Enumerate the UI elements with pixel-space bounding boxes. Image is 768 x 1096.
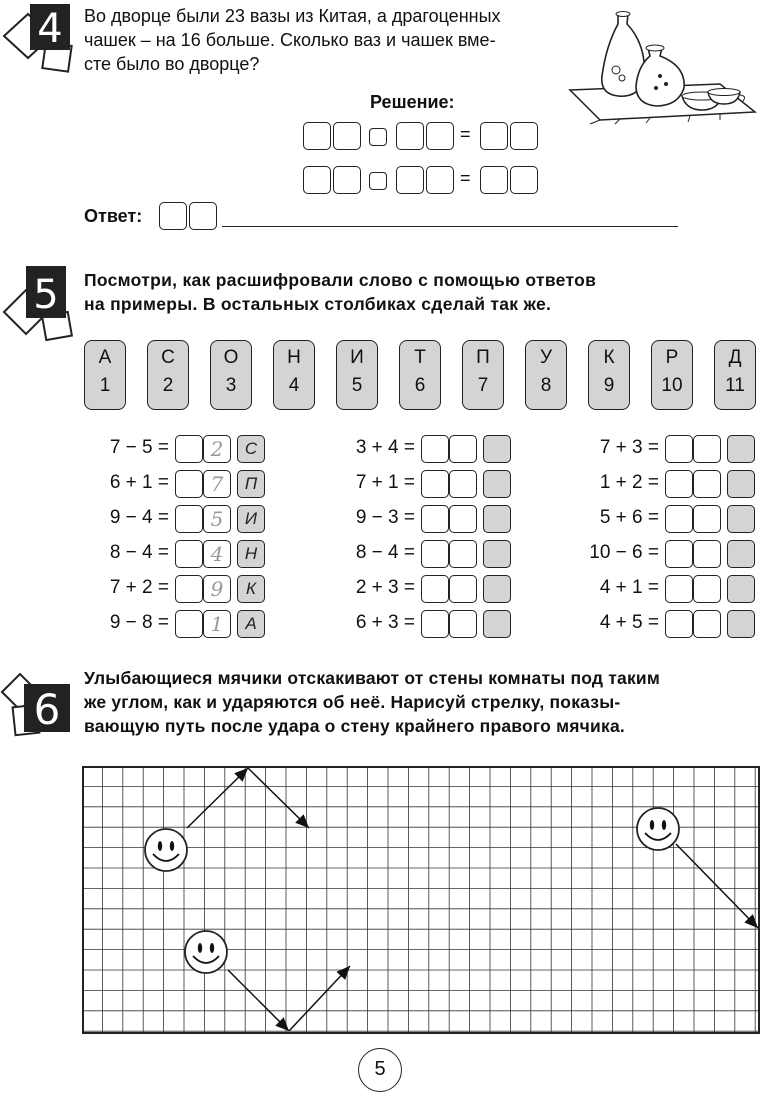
key-number: 7 [477, 375, 489, 396]
answer-cell[interactable] [665, 610, 693, 638]
example-expression: 10 − 6 = [589, 542, 659, 563]
answer-box[interactable] [159, 202, 187, 230]
answer-box[interactable] [303, 166, 331, 194]
example-expression: 7 − 5 = [109, 437, 169, 458]
example-expression: 6 + 1 = [109, 472, 169, 493]
answer-cell[interactable]: 5 [203, 505, 231, 533]
task-5-badge [0, 262, 80, 342]
answer-box[interactable] [510, 166, 538, 194]
example-expression: 4 + 1 = [599, 577, 659, 598]
key-letter: О [223, 347, 239, 368]
answer-cell[interactable]: 9 [203, 575, 231, 603]
example-expression: 7 + 1 = [355, 472, 415, 493]
answer-cell[interactable]: 7 [203, 470, 231, 498]
letter-cell[interactable] [483, 540, 511, 568]
answer-cell[interactable] [665, 470, 693, 498]
answer-cell[interactable] [449, 435, 477, 463]
arrow [187, 768, 248, 828]
answer-box[interactable] [480, 166, 508, 194]
grid-lines [83, 767, 759, 1033]
answer-box[interactable] [396, 166, 424, 194]
task-5-line-2: на примеры. В остальных столбиках сделай так же. [84, 294, 552, 314]
smiley-ball [637, 808, 679, 850]
answer-cell[interactable] [421, 540, 449, 568]
answer-cell[interactable] [449, 575, 477, 603]
key-card-7 [462, 340, 504, 410]
answer-cell[interactable] [421, 470, 449, 498]
task-6-line-2: же углом, как и ударяются об неё. Нарисуй стрелку, показы- [84, 692, 621, 712]
key-card-2 [147, 340, 189, 410]
key-number: 10 [661, 375, 683, 396]
letter-cell[interactable]: К [237, 575, 265, 603]
key-letter: Д [728, 347, 742, 368]
answer-cell[interactable] [693, 540, 721, 568]
answer-cell[interactable] [421, 610, 449, 638]
answer-cell[interactable]: 4 [203, 540, 231, 568]
example-expression: 7 + 3 = [599, 437, 659, 458]
task-4-line-2: чашек – на 16 больше. Сколько ваз и чашек вме- [84, 30, 496, 50]
key-number: 1 [99, 375, 111, 396]
key-card-9 [588, 340, 630, 410]
key-number: 8 [540, 375, 552, 396]
example-expression: 4 + 5 = [599, 612, 659, 633]
answer-cell[interactable] [449, 470, 477, 498]
smiley-ball [145, 829, 187, 871]
solution-label: Решение: [370, 92, 455, 112]
answer-box[interactable] [510, 122, 538, 150]
answer-cell[interactable] [175, 505, 203, 533]
key-number: 9 [603, 375, 615, 396]
arrow [289, 966, 350, 1031]
example-expression: 1 + 2 = [599, 472, 659, 493]
key-letter: Т [414, 347, 426, 368]
answer-cell[interactable] [693, 610, 721, 638]
bounce-grid[interactable] [82, 766, 762, 1036]
letter-cell[interactable]: С [237, 435, 265, 463]
answer-box[interactable] [426, 122, 454, 150]
answer-cell[interactable] [175, 575, 203, 603]
task-4-line-1: Во дворце были 23 вазы из Китая, а драгоценных [84, 6, 501, 26]
arrow [248, 768, 309, 828]
key-number: 2 [162, 375, 174, 396]
answer-line[interactable] [222, 226, 678, 227]
key-card-6 [399, 340, 441, 410]
key-number: 4 [288, 375, 300, 396]
letter-cell[interactable] [727, 610, 755, 638]
task-5-number: 5 [33, 272, 59, 318]
answer-box[interactable] [189, 202, 217, 230]
letter-cell[interactable] [483, 575, 511, 603]
key-letter: Р [665, 347, 679, 368]
letter-cell[interactable] [483, 610, 511, 638]
example-expression: 3 + 4 = [355, 437, 415, 458]
example-expression: 8 − 4 = [355, 542, 415, 563]
answer-cell[interactable] [175, 540, 203, 568]
arrow [676, 844, 758, 928]
key-number: 6 [414, 375, 426, 396]
key-card-4 [273, 340, 315, 410]
key-letter: К [603, 347, 615, 368]
task-6-text [84, 666, 764, 738]
letter-cell[interactable]: А [237, 610, 265, 638]
task-4-badge [0, 0, 80, 80]
key-card-3 [210, 340, 252, 410]
operator-box[interactable] [369, 172, 387, 190]
letter-cell[interactable] [727, 470, 755, 498]
example-expression: 2 + 3 = [355, 577, 415, 598]
vases-illustration [560, 6, 760, 126]
answer-cell[interactable]: 1 [203, 610, 231, 638]
task-6-line-3: вающую путь после удара о стену крайнего правого мячика. [84, 716, 625, 736]
task-6-badge [0, 664, 80, 744]
key-number: 11 [725, 375, 745, 396]
answer-cell[interactable] [693, 505, 721, 533]
example-expression: 9 − 8 = [109, 612, 169, 633]
page-number [358, 1048, 402, 1092]
equals-sign: = [460, 168, 471, 188]
answer-cell[interactable] [693, 435, 721, 463]
smiley-ball [185, 931, 227, 973]
answer-box[interactable] [303, 122, 331, 150]
task-5-line-1: Посмотри, как расшифровали слово с помощью ответов [84, 270, 597, 290]
example-expression: 5 + 6 = [599, 507, 659, 528]
answer-box[interactable] [396, 122, 424, 150]
letter-cell[interactable] [727, 435, 755, 463]
answer-box[interactable] [333, 166, 361, 194]
answer-label: Ответ: [84, 206, 143, 226]
answer-box[interactable] [480, 122, 508, 150]
key-number: 3 [225, 375, 237, 396]
example-expression: 8 − 4 = [109, 542, 169, 563]
example-expression: 9 − 4 = [109, 507, 169, 528]
task-4-line-3: сте было во дворце? [84, 54, 260, 74]
key-letter: П [476, 347, 490, 368]
answer-box[interactable] [426, 166, 454, 194]
key-letter: И [350, 347, 364, 368]
key-letter: У [539, 347, 553, 368]
key-card-5 [336, 340, 378, 410]
answer-cell[interactable] [449, 505, 477, 533]
letter-cell[interactable] [483, 470, 511, 498]
answer-cell[interactable] [665, 575, 693, 603]
letter-cell[interactable] [727, 540, 755, 568]
key-letter: А [98, 347, 112, 368]
task-5-text [84, 268, 764, 316]
answer-cell[interactable] [175, 610, 203, 638]
key-card-11 [714, 340, 756, 410]
answer-cell[interactable] [665, 435, 693, 463]
letter-cell[interactable] [483, 505, 511, 533]
answer-box[interactable] [333, 122, 361, 150]
answer-cell[interactable] [421, 435, 449, 463]
letter-cell[interactable] [483, 435, 511, 463]
answer-cell[interactable] [693, 470, 721, 498]
task-4-number: 4 [37, 6, 63, 52]
answer-cell[interactable] [449, 540, 477, 568]
key-letter: Н [287, 347, 301, 368]
arrow [228, 970, 289, 1031]
answer-cell[interactable] [175, 470, 203, 498]
example-expression: 7 + 2 = [109, 577, 169, 598]
answer-cell[interactable] [421, 575, 449, 603]
letter-cell[interactable] [727, 505, 755, 533]
task-6-number: 6 [33, 685, 61, 734]
answer-cell[interactable] [421, 505, 449, 533]
equals-sign: = [460, 124, 471, 144]
answer-cell[interactable] [665, 540, 693, 568]
task-4-text [84, 4, 564, 76]
key-letter: С [161, 347, 175, 368]
answer-cell[interactable] [693, 575, 721, 603]
example-expression: 9 − 3 = [355, 507, 415, 528]
key-card-8 [525, 340, 567, 410]
page-number-text: 5 [374, 1058, 386, 1080]
letter-cell[interactable] [727, 575, 755, 603]
letter-cell[interactable]: Н [237, 540, 265, 568]
answer-cell[interactable] [449, 610, 477, 638]
operator-box[interactable] [369, 128, 387, 146]
answer-cell[interactable] [175, 435, 203, 463]
letter-cell[interactable]: И [237, 505, 265, 533]
task-6-line-1: Улыбающиеся мячики отскакивают от стены комнаты под таким [84, 668, 661, 688]
answer-cell[interactable] [665, 505, 693, 533]
example-expression: 6 + 3 = [355, 612, 415, 633]
letter-cell[interactable]: П [237, 470, 265, 498]
key-card-1 [84, 340, 126, 410]
key-number: 5 [351, 375, 363, 396]
answer-cell[interactable]: 2 [203, 435, 231, 463]
key-card-10 [651, 340, 693, 410]
